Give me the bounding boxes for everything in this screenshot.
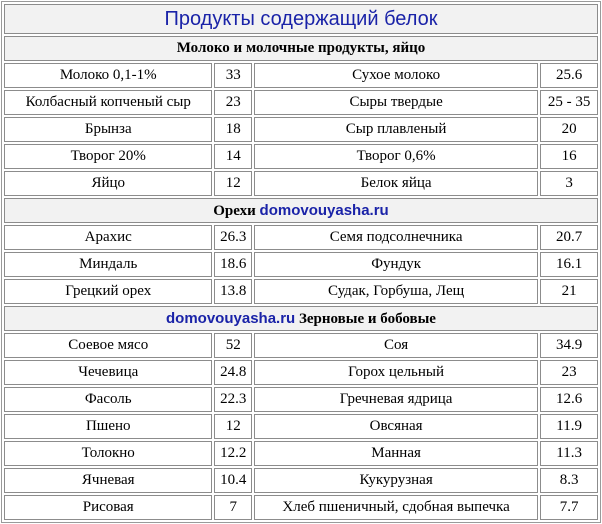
product-name: Фундук bbox=[254, 252, 538, 277]
product-name: Овсяная bbox=[254, 414, 538, 439]
table-row bbox=[4, 63, 598, 88]
protein-value: 21 bbox=[540, 279, 598, 304]
protein-value: 11.3 bbox=[540, 441, 598, 466]
product-name: Толокно bbox=[4, 441, 212, 466]
protein-value: 18.6 bbox=[214, 252, 251, 277]
protein-value: 20 bbox=[540, 117, 598, 142]
protein-value: 12.6 bbox=[540, 387, 598, 412]
product-name: Хлеб пшеничный, сдобная выпечка bbox=[254, 495, 538, 520]
site-link[interactable]: domovouyasha.ru bbox=[259, 201, 389, 219]
table-row bbox=[4, 441, 598, 466]
protein-value: 7.7 bbox=[540, 495, 598, 520]
protein-value: 23 bbox=[214, 90, 251, 115]
product-name: Соевое мясо bbox=[4, 333, 212, 358]
product-name: Горох цельный bbox=[254, 360, 538, 385]
protein-value: 7 bbox=[214, 495, 251, 520]
section-header-row bbox=[4, 198, 598, 223]
table-row bbox=[4, 90, 598, 115]
table-row bbox=[4, 414, 598, 439]
protein-value: 52 bbox=[214, 333, 251, 358]
protein-value: 12.2 bbox=[214, 441, 251, 466]
product-name: Соя bbox=[254, 333, 538, 358]
product-name: Сыры твердые bbox=[254, 90, 538, 115]
protein-value: 12 bbox=[214, 414, 251, 439]
product-name: Белок яйца bbox=[254, 171, 538, 196]
product-name: Яйцо bbox=[4, 171, 212, 196]
product-name: Молоко 0,1-1% bbox=[4, 63, 212, 88]
protein-value: 16 bbox=[540, 144, 598, 169]
product-name: Грецкий орех bbox=[4, 279, 212, 304]
table-row bbox=[4, 252, 598, 277]
product-name: Сыр плавленый bbox=[254, 117, 538, 142]
product-name: Фасоль bbox=[4, 387, 212, 412]
product-name: Манная bbox=[254, 441, 538, 466]
product-name: Судак, Горбуша, Лещ bbox=[254, 279, 538, 304]
protein-value: 3 bbox=[540, 171, 598, 196]
page-title: Продукты содержащий белок bbox=[4, 4, 598, 34]
product-name: Миндаль bbox=[4, 252, 212, 277]
protein-table-container bbox=[1, 1, 601, 523]
protein-value: 20.7 bbox=[540, 225, 598, 250]
protein-value: 11.9 bbox=[540, 414, 598, 439]
protein-value: 18 bbox=[214, 117, 251, 142]
table-row bbox=[4, 495, 598, 520]
protein-value: 26.3 bbox=[214, 225, 251, 250]
protein-table bbox=[2, 2, 600, 522]
title-row bbox=[4, 4, 598, 34]
protein-value: 25.6 bbox=[540, 63, 598, 88]
protein-value: 8.3 bbox=[540, 468, 598, 493]
section-header-row bbox=[4, 306, 598, 331]
product-name: Брынза bbox=[4, 117, 212, 142]
protein-value: 16.1 bbox=[540, 252, 598, 277]
protein-value: 10.4 bbox=[214, 468, 251, 493]
protein-value: 23 bbox=[540, 360, 598, 385]
table-row bbox=[4, 387, 598, 412]
product-name: Рисовая bbox=[4, 495, 212, 520]
table-row bbox=[4, 333, 598, 358]
product-name: Гречневая ядрица bbox=[254, 387, 538, 412]
table-row bbox=[4, 468, 598, 493]
product-name: Семя подсолнечника bbox=[254, 225, 538, 250]
product-name: Колбасный копченый сыр bbox=[4, 90, 212, 115]
table-row bbox=[4, 360, 598, 385]
table-row bbox=[4, 279, 598, 304]
product-name: Творог 20% bbox=[4, 144, 212, 169]
protein-value: 22.3 bbox=[214, 387, 251, 412]
protein-value: 24.8 bbox=[214, 360, 251, 385]
product-name: Чечевица bbox=[4, 360, 212, 385]
section-title: Орехи bbox=[213, 202, 256, 219]
product-name: Сухое молоко bbox=[254, 63, 538, 88]
product-name: Ячневая bbox=[4, 468, 212, 493]
product-name: Кукурузная bbox=[254, 468, 538, 493]
section-title: Молоко и молочные продукты, яйцо bbox=[176, 40, 426, 56]
section-header-row bbox=[4, 36, 598, 61]
protein-value: 14 bbox=[214, 144, 251, 169]
protein-value: 12 bbox=[214, 171, 251, 196]
section-header bbox=[4, 198, 598, 223]
site-link[interactable]: domovouyasha.ru bbox=[166, 309, 296, 327]
section-header bbox=[4, 306, 598, 331]
table-row bbox=[4, 144, 598, 169]
protein-value: 13.8 bbox=[214, 279, 251, 304]
table-row bbox=[4, 117, 598, 142]
protein-table-body bbox=[4, 4, 598, 520]
protein-value: 34.9 bbox=[540, 333, 598, 358]
section-title: Зерновые и бобовые bbox=[298, 310, 436, 327]
table-row bbox=[4, 171, 598, 196]
section-header bbox=[4, 36, 598, 61]
product-name: Творог 0,6% bbox=[254, 144, 538, 169]
table-row bbox=[4, 225, 598, 250]
product-name: Арахис bbox=[4, 225, 212, 250]
protein-value: 25 - 35 bbox=[540, 90, 598, 115]
product-name: Пшено bbox=[4, 414, 212, 439]
protein-value: 33 bbox=[214, 63, 251, 88]
